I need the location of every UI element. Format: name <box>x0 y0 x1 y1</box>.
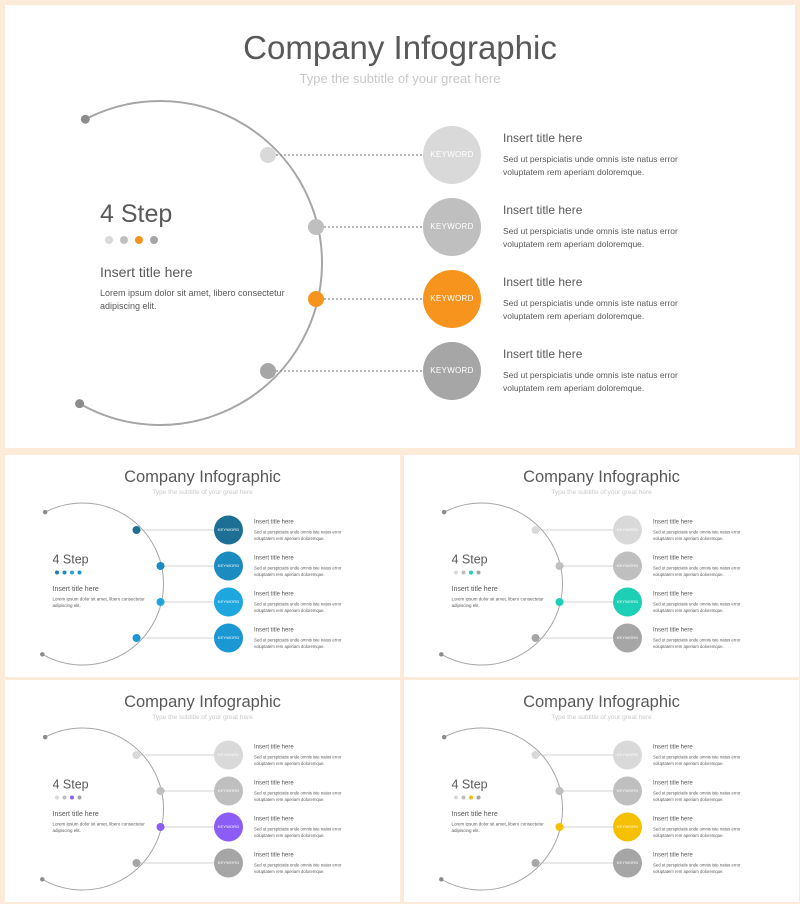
keyword-circle-1[interactable]: KEYWORD <box>214 516 243 545</box>
item-body-1: Sed ut perspiciatis unde omnis iste natus error voluptatem rem aperiam doloremque. <box>503 154 678 177</box>
item-title-2: Insert title here <box>653 554 693 561</box>
step-count-label: 4 Step <box>451 777 488 792</box>
keyword-circle-2[interactable]: KEYWORD <box>613 777 642 806</box>
item-title-2: Insert title here <box>653 779 693 786</box>
arc-node-4 <box>260 363 276 379</box>
item-title-1: Insert title here <box>503 131 583 145</box>
slide-title: Company Infographic <box>523 692 680 711</box>
keyword-circle-4[interactable]: KEYWORD <box>613 849 642 878</box>
arc-start-dot <box>43 735 48 740</box>
slide-5[interactable] <box>404 680 799 902</box>
slide-subtitle: Type the subtitle of your great here <box>152 488 253 496</box>
keyword-circle-2[interactable]: KEYWORD <box>613 552 642 581</box>
arc-start-dot <box>81 115 90 124</box>
keyword-circle-3[interactable]: KEYWORD <box>423 270 481 328</box>
item-title-1: Insert title here <box>254 743 294 750</box>
item-body-2: Sed ut perspiciatis unde omnis iste natus error voluptatem rem aperiam doloremque. <box>254 565 342 577</box>
arc-node-3 <box>556 823 564 831</box>
step-dot-1 <box>55 796 59 800</box>
arc-node-2 <box>308 219 324 235</box>
slide-subtitle: Type the subtitle of your great here <box>152 713 253 721</box>
slide-4[interactable] <box>5 680 400 902</box>
slide-title: Company Infographic <box>523 467 680 486</box>
arc-node-3 <box>157 823 165 831</box>
item-title-4: Insert title here <box>254 626 294 633</box>
keyword-circle-3[interactable]: KEYWORD <box>214 813 243 842</box>
slide-title: Company Infographic <box>124 467 281 486</box>
slide-subtitle: Type the subtitle of your great here <box>551 488 652 496</box>
slide-2[interactable] <box>5 455 400 677</box>
left-title: Insert title here <box>52 809 99 818</box>
step-dot-2 <box>63 796 67 800</box>
arc-node-1 <box>133 751 141 759</box>
arc-node-4 <box>133 634 141 642</box>
keyword-circle-1[interactable]: KEYWORD <box>214 741 243 770</box>
step-dot-3 <box>469 796 473 800</box>
keyword-circle-3[interactable]: KEYWORD <box>214 588 243 617</box>
item-body-4: Sed ut perspiciatis unde omnis iste natus error voluptatem rem aperiam doloremque. <box>653 862 741 874</box>
step-count-label: 4 Step <box>52 777 89 792</box>
item-title-4: Insert title here <box>503 347 583 361</box>
item-body-3: Sed ut perspiciatis unde omnis iste natus error voluptatem rem aperiam doloremque. <box>653 601 741 613</box>
arc-node-2 <box>157 787 165 795</box>
arc-node-4 <box>133 859 141 867</box>
item-body-1: Sed ut perspiciatis unde omnis iste natus error voluptatem rem aperiam doloremque. <box>653 529 741 541</box>
slide-canvas <box>404 680 799 902</box>
arc-end-dot <box>75 399 84 408</box>
keyword-circle-3[interactable]: KEYWORD <box>613 813 642 842</box>
arc-node-1 <box>260 147 276 163</box>
item-body-1: Sed ut perspiciatis unde omnis iste natus error voluptatem rem aperiam doloremque. <box>254 754 342 766</box>
item-body-4: Sed ut perspiciatis unde omnis iste natus error voluptatem rem aperiam doloremque. <box>653 637 741 649</box>
item-title-1: Insert title here <box>254 518 294 525</box>
item-title-4: Insert title here <box>254 851 294 858</box>
left-body-text: Lorem ipsum dolor sit amet, libero consectetur adipiscing elit. <box>451 821 544 833</box>
step-dot-4 <box>78 796 82 800</box>
keyword-circle-3[interactable]: KEYWORD <box>613 588 642 617</box>
left-title: Insert title here <box>451 809 498 818</box>
step-dot-4 <box>150 236 158 244</box>
step-dot-2 <box>462 571 466 575</box>
keyword-circle-4[interactable]: KEYWORD <box>423 342 481 400</box>
left-body-text: Lorem ipsum dolor sit amet, libero consectetur adipiscing elit. <box>100 288 285 311</box>
arc-node-3 <box>556 598 564 606</box>
item-title-4: Insert title here <box>653 626 693 633</box>
slide-1[interactable] <box>5 5 795 448</box>
arc-node-2 <box>157 562 165 570</box>
keyword-circle-2[interactable]: KEYWORD <box>214 552 243 581</box>
item-body-3: Sed ut perspiciatis unde omnis iste natus error voluptatem rem aperiam doloremque. <box>503 298 678 321</box>
slide-canvas <box>5 680 400 902</box>
step-dot-3 <box>469 571 473 575</box>
item-body-1: Sed ut perspiciatis unde omnis iste natus error voluptatem rem aperiam doloremque. <box>254 529 342 541</box>
step-dot-1 <box>454 571 458 575</box>
item-title-3: Insert title here <box>254 590 294 597</box>
arc-node-1 <box>133 526 141 534</box>
item-title-1: Insert title here <box>653 743 693 750</box>
item-body-3: Sed ut perspiciatis unde omnis iste natus error voluptatem rem aperiam doloremque. <box>653 826 741 838</box>
left-body-text: Lorem ipsum dolor sit amet, libero consectetur adipiscing elit. <box>52 596 145 608</box>
item-body-3: Sed ut perspiciatis unde omnis iste natus error voluptatem rem aperiam doloremque. <box>254 826 342 838</box>
slide-canvas <box>5 5 795 448</box>
left-body-text: Lorem ipsum dolor sit amet, libero consectetur adipiscing elit. <box>451 596 544 608</box>
arc-node-3 <box>157 598 165 606</box>
arc-node-2 <box>556 562 564 570</box>
slide-3[interactable] <box>404 455 799 677</box>
keyword-circle-4[interactable]: KEYWORD <box>214 624 243 653</box>
keyword-circle-4[interactable]: KEYWORD <box>613 624 642 653</box>
arc-start-dot <box>442 735 447 740</box>
arc-node-3 <box>308 291 324 307</box>
step-dot-1 <box>55 571 59 575</box>
item-title-3: Insert title here <box>653 815 693 822</box>
keyword-circle-2[interactable]: KEYWORD <box>214 777 243 806</box>
step-dot-3 <box>70 571 74 575</box>
item-body-2: Sed ut perspiciatis unde omnis iste natus error voluptatem rem aperiam doloremque. <box>503 226 678 249</box>
item-title-3: Insert title here <box>503 275 583 289</box>
slide-subtitle: Type the subtitle of your great here <box>551 713 652 721</box>
item-body-2: Sed ut perspiciatis unde omnis iste natus error voluptatem rem aperiam doloremque. <box>653 565 741 577</box>
slide-title: Company Infographic <box>243 29 557 66</box>
item-title-2: Insert title here <box>503 203 583 217</box>
keyword-circle-1[interactable]: KEYWORD <box>423 126 481 184</box>
arc-node-2 <box>556 787 564 795</box>
arc-end-dot <box>439 877 444 882</box>
item-title-3: Insert title here <box>254 815 294 822</box>
item-title-3: Insert title here <box>653 590 693 597</box>
keyword-circle-1[interactable]: KEYWORD <box>613 741 642 770</box>
step-dot-2 <box>462 796 466 800</box>
step-dot-1 <box>454 796 458 800</box>
item-body-2: Sed ut perspiciatis unde omnis iste natus error voluptatem rem aperiam doloremque. <box>653 790 741 802</box>
arc-node-1 <box>532 526 540 534</box>
slide-subtitle: Type the subtitle of your great here <box>299 71 501 86</box>
item-title-4: Insert title here <box>653 851 693 858</box>
item-title-1: Insert title here <box>653 518 693 525</box>
keyword-circle-2[interactable]: KEYWORD <box>423 198 481 256</box>
arc-node-1 <box>532 751 540 759</box>
step-count-label: 4 Step <box>451 552 488 567</box>
item-body-3: Sed ut perspiciatis unde omnis iste natus error voluptatem rem aperiam doloremque. <box>254 601 342 613</box>
left-body-text: Lorem ipsum dolor sit amet, libero consectetur adipiscing elit. <box>52 821 145 833</box>
arc-end-dot <box>439 652 444 657</box>
item-body-4: Sed ut perspiciatis unde omnis iste natus error voluptatem rem aperiam doloremque. <box>254 637 342 649</box>
step-dot-3 <box>135 236 143 244</box>
arc-start-dot <box>442 510 447 515</box>
item-title-2: Insert title here <box>254 554 294 561</box>
item-body-2: Sed ut perspiciatis unde omnis iste natus error voluptatem rem aperiam doloremque. <box>254 790 342 802</box>
step-dot-4 <box>477 796 481 800</box>
step-dot-2 <box>120 236 128 244</box>
step-dot-4 <box>477 571 481 575</box>
left-title: Insert title here <box>52 584 99 593</box>
step-dot-1 <box>105 236 113 244</box>
step-dot-4 <box>78 571 82 575</box>
arc-node-4 <box>532 859 540 867</box>
step-count-label: 4 Step <box>52 552 89 567</box>
left-title: Insert title here <box>451 584 498 593</box>
step-dot-2 <box>63 571 67 575</box>
item-body-4: Sed ut perspiciatis unde omnis iste natus error voluptatem rem aperiam doloremque. <box>254 862 342 874</box>
item-body-1: Sed ut perspiciatis unde omnis iste natus error voluptatem rem aperiam doloremque. <box>653 754 741 766</box>
keyword-circle-1[interactable]: KEYWORD <box>613 516 642 545</box>
item-body-4: Sed ut perspiciatis unde omnis iste natus error voluptatem rem aperiam doloremque. <box>503 370 678 393</box>
left-title: Insert title here <box>100 264 193 280</box>
keyword-circle-4[interactable]: KEYWORD <box>214 849 243 878</box>
arc-line <box>80 101 322 425</box>
arc-end-dot <box>40 652 45 657</box>
arc-node-4 <box>532 634 540 642</box>
slide-canvas <box>404 455 799 677</box>
arc-end-dot <box>40 877 45 882</box>
step-count-label: 4 Step <box>100 200 173 228</box>
step-dot-3 <box>70 796 74 800</box>
arc-start-dot <box>43 510 48 515</box>
slide-canvas <box>5 455 400 677</box>
item-title-2: Insert title here <box>254 779 294 786</box>
slide-title: Company Infographic <box>124 692 281 711</box>
